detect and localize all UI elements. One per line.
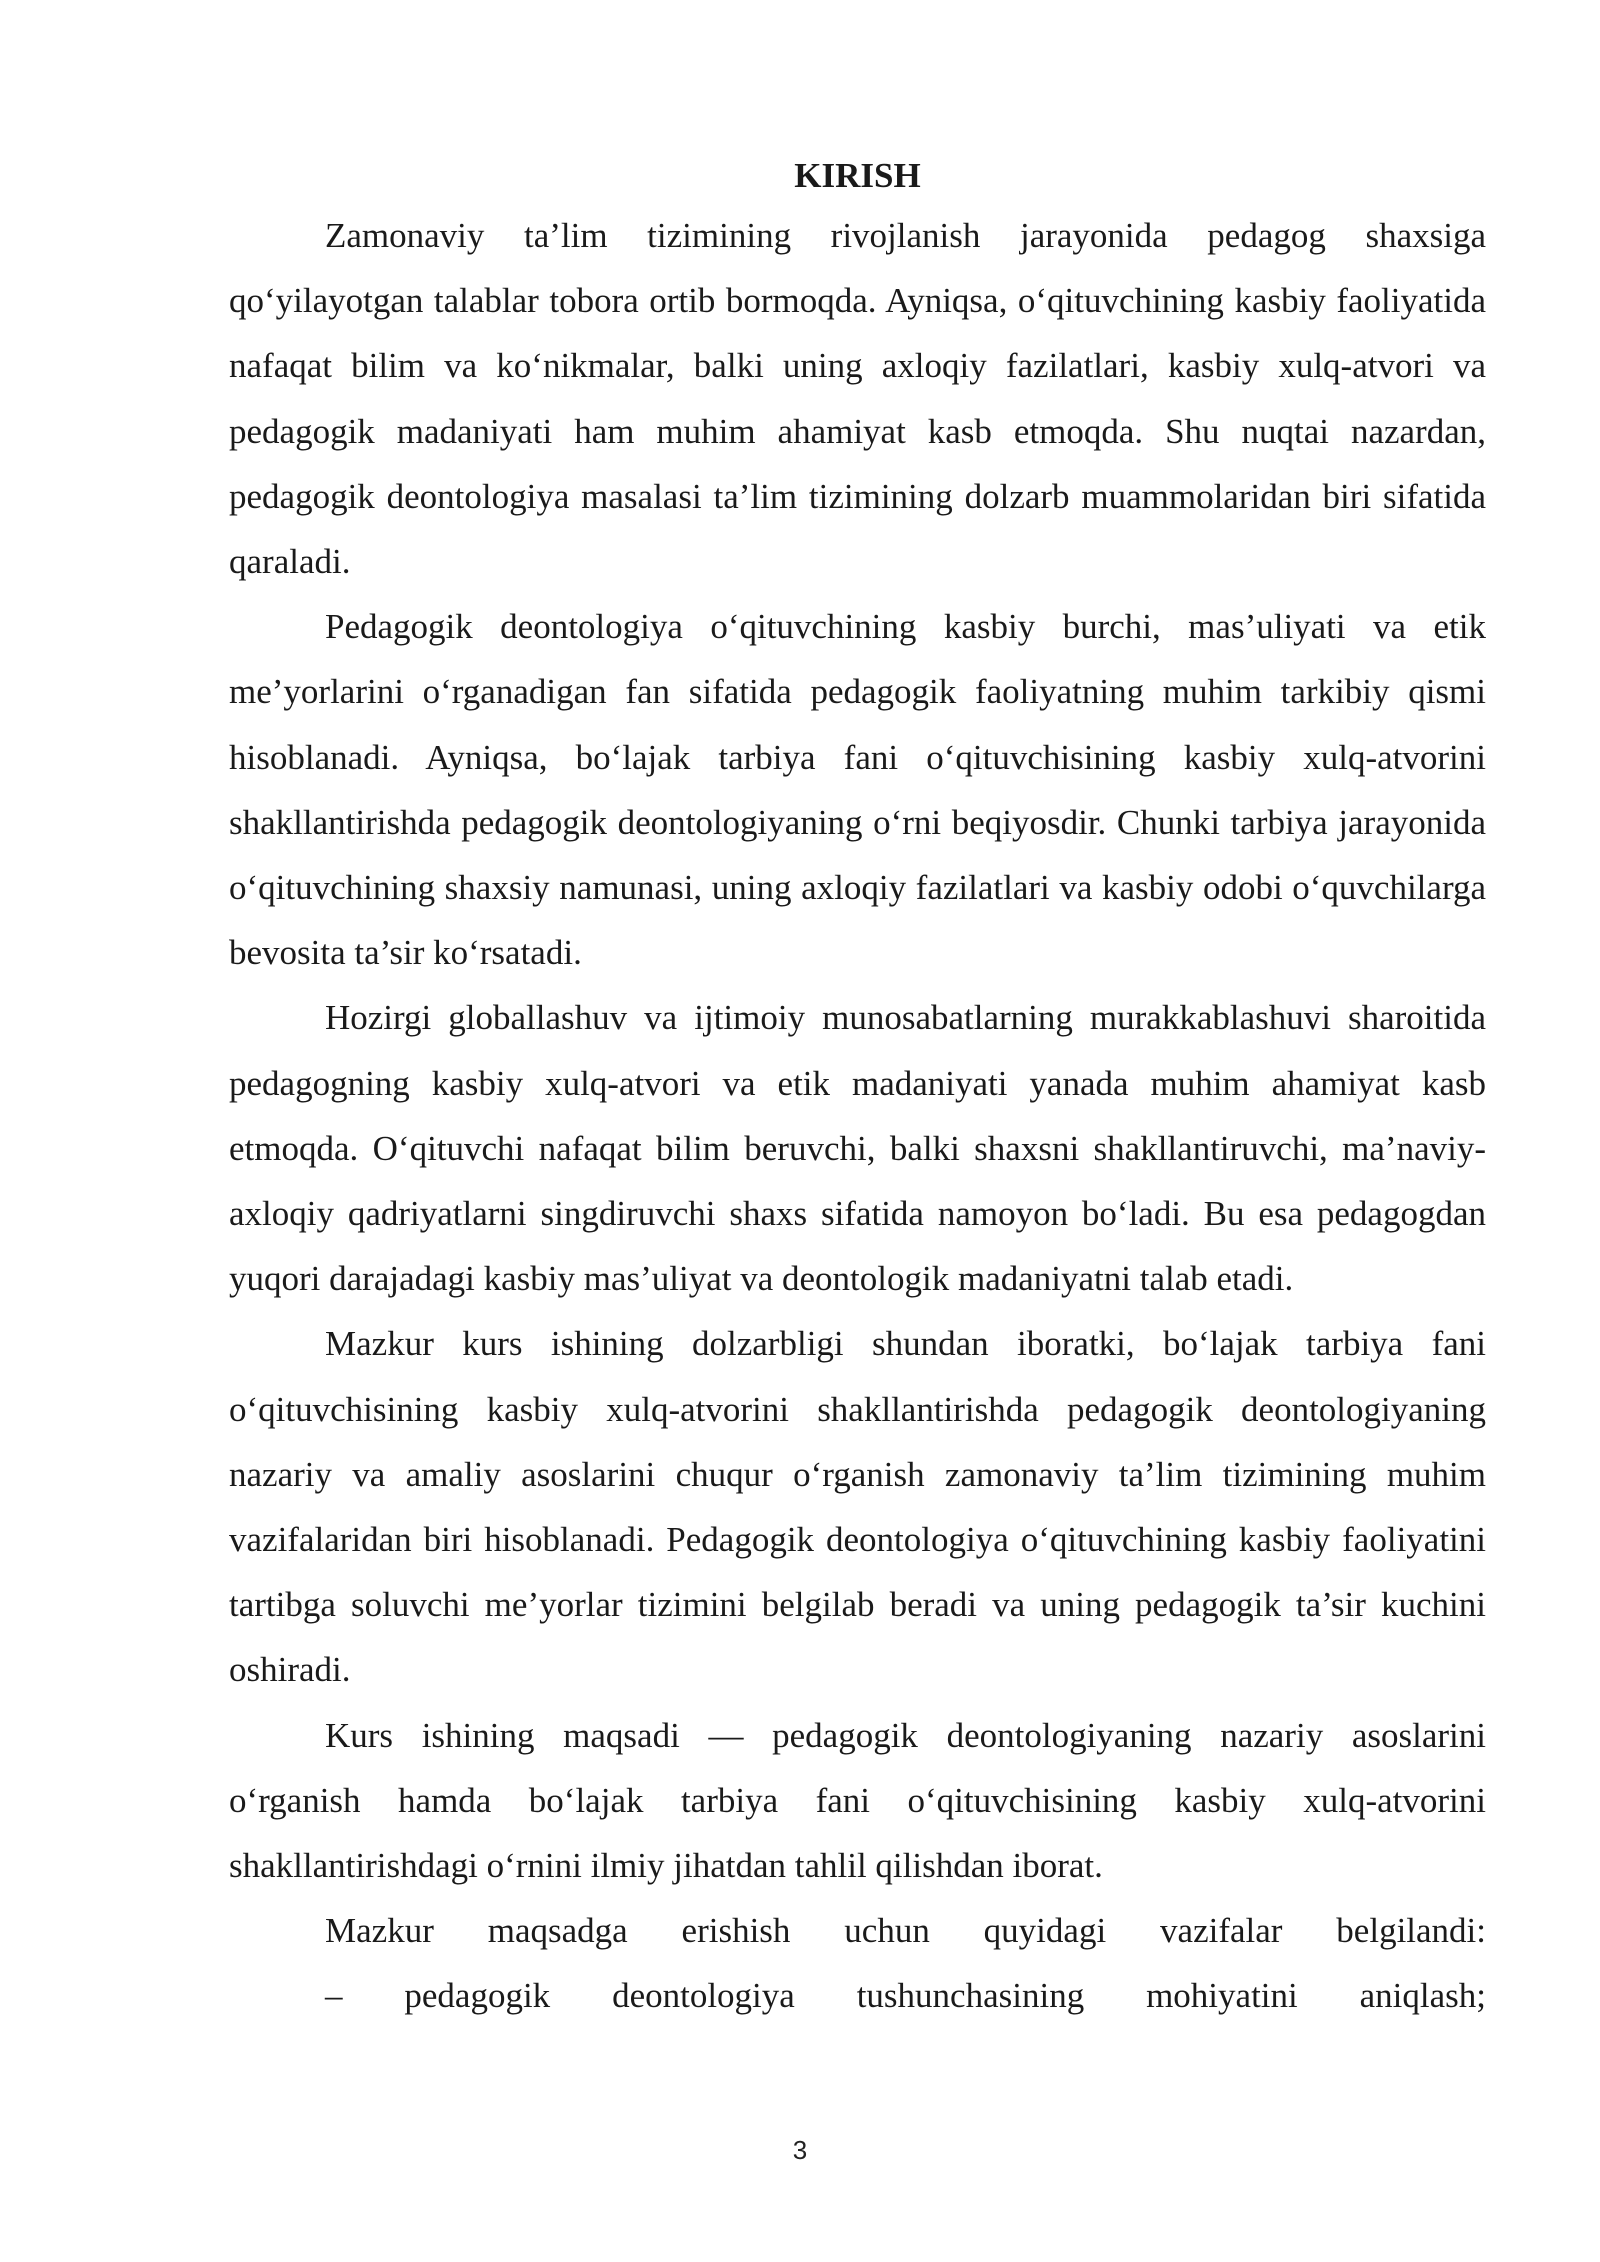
section-heading: KIRISH <box>794 156 921 195</box>
task-item: – pedagogik deontologiya tushunchasining mohiyatini aniqlash; <box>325 1976 1486 2016</box>
paragraph-1: Zamonaviy ta’lim tizimining rivojlanish jarayonida pedagog shaxsiga qo‘yilayotgan talablar tobora ortib bormoqda. Ayniqsa, o‘qituvchining kasbiy faoliyatida nafaqat bilim va ko‘nikmalar, balki uning axloqiy fazilatlari, kasbiy xulq-atvori va pedagogik madaniyati ham muhim ahamiyat kasb etmoqda. Shu nuqtai nazardan, pedagogik deontologiya masalasi ta’lim tizimining dolzarb muammolaridan biri sifatida qaraladi. <box>229 216 1486 582</box>
paragraph-4: Mazkur kurs ishining dolzarbligi shundan iboratki, bo‘lajak tarbiya fani o‘qituvchisining kasbiy xulq-atvorini shakllantirishda pedagogik deontologiyaning nazariy va amaliy asoslarini chuqur o‘rganish zamonaviy ta’lim tizimining muhim vazifalaridan biri hisoblanadi. Pedagogik deontologiya o‘qituvchining kasbiy faoliyatini tartibga soluvchi me’yorlar tizimini belgilab beradi va uning pedagogik ta’sir kuchini oshiradi. <box>229 1324 1486 1690</box>
document-page <box>229 148 1486 2029</box>
tasks-intro: Mazkur maqsadga erishish uchun quyidagi vazifalar belgilandi: <box>325 1911 1486 1951</box>
paragraph-2: Pedagogik deontologiya o‘qituvchining kasbiy burchi, mas’uliyati va etik me’yorlarini o‘rganadigan fan sifatida pedagogik faoliyatning muhim tarkibiy qismi hisoblanadi. Ayniqsa, bo‘lajak tarbiya fani o‘qituvchisining kasbiy xulq-atvorini shakllantirishda pedagogik deontologiyaning o‘rni beqiyosdir. Chunki tarbiya jarayonida o‘qituvchining shaxsiy namunasi, uning axloqiy fazilatlari va kasbiy odobi o‘quvchilarga bevosita ta’sir ko‘rsatadi. <box>229 607 1486 973</box>
paragraph-5: Kurs ishining maqsadi — pedagogik deontologiyaning nazariy asoslarini o‘rganish hamda bo‘lajak tarbiya fani o‘qituvchisining kasbiy xulq-atvorini shakllantirishdagi o‘rnini ilmiy jihatdan tahlil qilishdan iborat. <box>229 1715 1486 1886</box>
paragraph-3: Hozirgi globallashuv va ijtimoiy munosabatlarning murakkablashuvi sharoitida pedagogning kasbiy xulq-atvori va etik madaniyati yanada muhim ahamiyat kasb etmoqda. O‘qituvchi nafaqat bilim beruvchi, balki shaxsni shakllantiruvchi, ma’naviy-axloqiy qadriyatlarni singdiruvchi shaxs sifatida namoyon bo‘ladi. Bu esa pedagogdan yuqori darajadagi kasbiy mas’uliyat va deontologik madaniyatni talab etadi. <box>229 998 1486 1299</box>
page-number: 3 <box>792 2135 808 2165</box>
